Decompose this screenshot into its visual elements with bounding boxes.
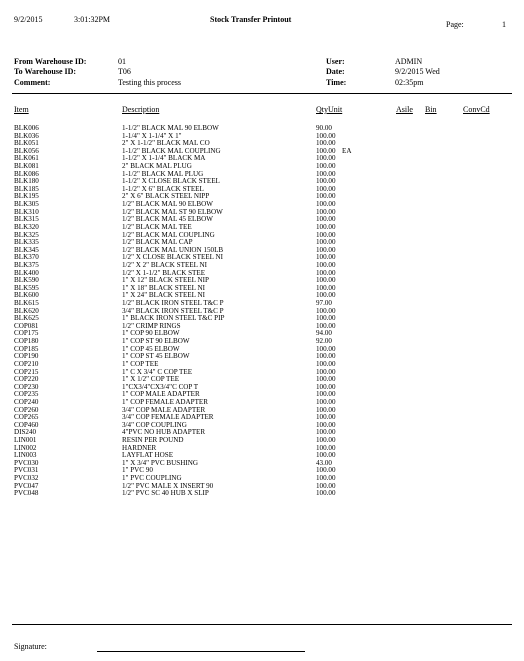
item-qty: 100.00 [316, 230, 336, 239]
item-qty: 100.00 [316, 146, 336, 155]
item-qty: 100.00 [316, 291, 336, 300]
item-qty: 100.00 [316, 489, 336, 498]
to-warehouse-value: T06 [118, 67, 131, 76]
table-row [14, 140, 514, 148]
table-row [14, 133, 514, 141]
item-code: BLK310 [14, 207, 39, 216]
table-row [14, 422, 514, 430]
item-code: BLK180 [14, 177, 39, 186]
item-qty: 100.00 [316, 352, 336, 361]
item-description: 3/4" COP MALE ADAPTER [122, 405, 206, 414]
item-qty: 100.00 [316, 474, 336, 483]
table-row [14, 171, 514, 179]
to-warehouse-label: To Warehouse ID: [14, 67, 77, 76]
item-code: DIS240 [14, 428, 37, 437]
transfer-table [14, 125, 514, 498]
item-qty: 100.00 [316, 375, 336, 384]
table-row [14, 323, 514, 331]
user-value: ADMIN [395, 57, 423, 66]
item-code: BLK335 [14, 238, 39, 247]
item-qty: 100.00 [316, 177, 336, 186]
item-qty: 100.00 [316, 481, 336, 490]
item-code: BLK325 [14, 230, 39, 239]
item-code: BLK305 [14, 200, 39, 209]
item-code: COP260 [14, 405, 39, 414]
item-qty: 100.00 [316, 428, 336, 437]
item-qty: 100.00 [316, 451, 336, 460]
item-code: BLK625 [14, 314, 39, 323]
item-code: BLK615 [14, 299, 39, 308]
item-code: LIN002 [14, 443, 37, 452]
column-header-item: Item [14, 105, 29, 114]
item-code: BLK086 [14, 169, 39, 178]
table-row [14, 300, 514, 308]
item-description: 3/4" BLACK IRON STEEL T&C P [122, 306, 224, 315]
item-code: COP235 [14, 390, 39, 399]
table-row [14, 475, 514, 483]
item-qty: 100.00 [316, 260, 336, 269]
table-row [14, 163, 514, 171]
item-qty: 100.00 [316, 169, 336, 178]
item-qty: 100.00 [316, 215, 336, 224]
table-row [14, 490, 514, 498]
item-code: BLK595 [14, 283, 39, 292]
item-description: 1" PVC COUPLING [122, 474, 182, 483]
item-qty: 92.00 [316, 337, 332, 346]
item-qty: 100.00 [316, 306, 336, 315]
item-description: 1" BLACK IRON STEEL T&C PIP [122, 314, 225, 323]
table-row [14, 277, 514, 285]
table-row [14, 384, 514, 392]
item-qty: 100.00 [316, 253, 336, 262]
item-qty: 97.00 [316, 299, 332, 308]
item-description: 1/2" CRIMP RINGS [122, 321, 181, 330]
date-label: Date: [326, 67, 345, 76]
item-qty: 100.00 [316, 321, 336, 330]
table-row [14, 270, 514, 278]
item-code: BLK081 [14, 162, 39, 171]
table-row [14, 330, 514, 338]
item-qty: 100.00 [316, 413, 336, 422]
item-description: 1-1/2" X CLOSE BLACK STEEL [122, 177, 220, 186]
table-row [14, 445, 514, 453]
print-date: 9/2/2015 [14, 15, 43, 24]
table-row [14, 437, 514, 445]
table-row [14, 125, 514, 133]
item-description: 1" COP FEMALE ADAPTER [122, 397, 208, 406]
table-row [14, 467, 514, 475]
item-code: BLK370 [14, 253, 39, 262]
item-code: BLK320 [14, 222, 39, 231]
item-qty: 100.00 [316, 154, 336, 163]
item-unit: EA [342, 146, 352, 155]
item-description: 1" COP ST 45 ELBOW [122, 352, 190, 361]
table-row [14, 201, 514, 209]
item-qty: 100.00 [316, 443, 336, 452]
item-code: COP185 [14, 344, 39, 353]
table-row [14, 254, 514, 262]
item-qty: 100.00 [316, 397, 336, 406]
item-qty: 100.00 [316, 184, 336, 193]
item-code: BLK600 [14, 291, 39, 300]
table-row [14, 209, 514, 217]
item-code: PVC048 [14, 489, 39, 498]
table-row [14, 193, 514, 201]
item-code: BLK590 [14, 276, 39, 285]
time-label: Time: [326, 78, 347, 87]
item-code: BLK185 [14, 184, 39, 193]
item-qty: 100.00 [316, 435, 336, 444]
item-code: BLK400 [14, 268, 39, 277]
item-description: 1" PVC 90 [122, 466, 153, 475]
table-row [14, 460, 514, 468]
item-code: BLK620 [14, 306, 39, 315]
page-number: 1 [502, 20, 506, 29]
column-header-bin: Bin [425, 105, 437, 114]
report-title: Stock Transfer Printout [210, 15, 292, 24]
table-row [14, 308, 514, 316]
item-qty: 100.00 [316, 367, 336, 376]
table-row [14, 178, 514, 186]
signature-label: Signature: [14, 642, 47, 651]
item-code: COP220 [14, 375, 39, 384]
table-row [14, 361, 514, 369]
item-description: 1/2" BLACK MAL 45 ELBOW [122, 215, 213, 224]
item-qty: 100.00 [316, 192, 336, 201]
item-code: PVC031 [14, 466, 39, 475]
item-code: PVC030 [14, 458, 39, 467]
item-qty: 100.00 [316, 139, 336, 148]
item-description: 1/2" BLACK MAL 90 ELBOW [122, 200, 213, 209]
table-row [14, 338, 514, 346]
item-description: 1/2" BLACK MAL CAP [122, 238, 193, 247]
item-description: 1" C X 3/4" C COP TEE [122, 367, 193, 376]
item-code: PVC032 [14, 474, 39, 483]
table-row [14, 399, 514, 407]
item-description: RESIN PER POUND [122, 435, 184, 444]
item-qty: 94.00 [316, 329, 332, 338]
comment-value: Testing this process [118, 78, 181, 87]
table-row [14, 414, 514, 422]
item-qty: 90.00 [316, 124, 332, 132]
item-description: 1" COP ST 90 ELBOW [122, 337, 190, 346]
item-description: 1-1/4" X 1-1/4" X 1" [122, 131, 182, 140]
item-description: 1" COP 90 ELBOW [122, 329, 180, 338]
item-description: 1-1/2" BLACK MAL PLUG [122, 169, 204, 178]
item-code: PVC047 [14, 481, 39, 490]
item-code: COP190 [14, 352, 39, 361]
item-description: 1" COP 45 ELBOW [122, 344, 180, 353]
item-code: COP210 [14, 359, 39, 368]
table-row [14, 429, 514, 437]
item-qty: 100.00 [316, 420, 336, 429]
item-description: HARDNER [122, 443, 157, 452]
item-qty: 100.00 [316, 162, 336, 171]
item-description: 1/2" BLACK MAL COUPLING [122, 230, 215, 239]
table-row [14, 216, 514, 224]
column-header-description: Description [122, 105, 160, 114]
item-qty: 100.00 [316, 200, 336, 209]
table-row [14, 155, 514, 163]
item-description: 1/2" PVC MALE X INSERT 90 [122, 481, 214, 490]
item-description: 1/2" X 1-1/2" BLACK STEE [122, 268, 206, 277]
item-qty: 100.00 [316, 268, 336, 277]
column-header-conv: ConvCd [463, 105, 490, 114]
item-qty: 100.00 [316, 390, 336, 399]
item-description: 1/2" PVC SC 40 HUB X SLIP [122, 489, 209, 498]
item-code: COP230 [14, 382, 39, 391]
item-description: 1" X 18" BLACK STEEL NI [122, 283, 205, 292]
item-description: 3/4" COP COUPLING [122, 420, 187, 429]
header-divider [12, 93, 512, 94]
item-qty: 100.00 [316, 222, 336, 231]
item-code: COP180 [14, 337, 39, 346]
page-label: Page: [446, 20, 464, 29]
table-row [14, 247, 514, 255]
item-code: BLK056 [14, 146, 39, 155]
item-code: COP215 [14, 367, 39, 376]
table-row [14, 292, 514, 300]
item-description: 2" BLACK MAL PLUG [122, 162, 192, 171]
item-code: BLK315 [14, 215, 39, 224]
item-description: 1"CX3/4"CX3/4"C COP T [122, 382, 199, 391]
item-description: 2" X 6" BLACK STEEL NIPP [122, 192, 210, 201]
column-header-aisle: Asile [396, 105, 413, 114]
table-row [14, 483, 514, 491]
item-qty: 100.00 [316, 245, 336, 254]
item-description: 1/2" BLACK MAL UNION 150LB [122, 245, 224, 254]
item-qty: 100.00 [316, 238, 336, 247]
item-qty: 100.00 [316, 466, 336, 475]
date-value: 9/2/2015 Wed [395, 67, 440, 76]
table-row [14, 407, 514, 415]
item-qty: 100.00 [316, 405, 336, 414]
table-row [14, 262, 514, 270]
item-description: 1" X 24" BLACK STEEL NI [122, 291, 205, 300]
table-row [14, 452, 514, 460]
table-row [14, 353, 514, 361]
user-label: User: [326, 57, 345, 66]
from-warehouse-label: From Warehouse ID: [14, 57, 87, 66]
item-code: COP460 [14, 420, 39, 429]
item-description: 1" COP TEE [122, 359, 159, 368]
comment-label: Comment: [14, 78, 51, 87]
item-qty: 100.00 [316, 283, 336, 292]
item-code: BLK061 [14, 154, 39, 163]
item-description: 1-1/2" X 1-1/4" BLACK MA [122, 154, 206, 163]
item-code: LIN003 [14, 451, 37, 460]
table-row [14, 315, 514, 323]
table-row [14, 346, 514, 354]
item-code: LIN001 [14, 435, 37, 444]
item-description: 3/4" COP FEMALE ADAPTER [122, 413, 214, 422]
item-description: 1/2" BLACK MAL ST 90 ELBOW [122, 207, 223, 216]
item-code: BLK006 [14, 124, 39, 132]
signature-line[interactable] [97, 651, 305, 652]
table-row [14, 232, 514, 240]
item-code: COP265 [14, 413, 39, 422]
table-row [14, 376, 514, 384]
table-row [14, 224, 514, 232]
table-row [14, 285, 514, 293]
item-code: BLK051 [14, 139, 39, 148]
item-description: 4"PVC NO HUB ADAPTER [122, 428, 206, 437]
item-description: 1/2" X 2" BLACK STEEL NI [122, 260, 207, 269]
item-description: 1" X 3/4" PVC BUSHING [122, 458, 198, 467]
footer-divider [12, 624, 512, 625]
item-description: 1/2" BLACK IRON STEEL T&C P [122, 299, 224, 308]
table-row [14, 239, 514, 247]
table-row [14, 391, 514, 399]
item-code: COP081 [14, 321, 39, 330]
column-header-qty-unit: QtyUnit [316, 105, 343, 114]
item-description: 1-1/2" X 6" BLACK STEEL [122, 184, 204, 193]
item-description: 1" X 12" BLACK STEEL NIP [122, 276, 209, 285]
item-qty: 100.00 [316, 276, 336, 285]
item-description: 1-1/2" BLACK MAL 90 ELBOW [122, 124, 219, 132]
table-row [14, 186, 514, 194]
item-code: BLK375 [14, 260, 39, 269]
table-row [14, 148, 514, 156]
print-time: 3:01:32PM [74, 15, 111, 24]
from-warehouse-value: 01 [118, 57, 126, 66]
item-qty: 100.00 [316, 314, 336, 323]
item-code: BLK345 [14, 245, 39, 254]
table-row [14, 369, 514, 377]
item-code: COP175 [14, 329, 39, 338]
item-code: COP240 [14, 397, 39, 406]
item-description: 1" X 1/2" COP TEE [122, 375, 180, 384]
item-qty: 43.00 [316, 458, 332, 467]
item-code: BLK036 [14, 131, 39, 140]
time-value: 02:35pm [395, 78, 424, 87]
item-description: 1" COP MALE ADAPTER [122, 390, 200, 399]
item-description: 1/2" BLACK MAL TEE [122, 222, 192, 231]
item-qty: 100.00 [316, 359, 336, 368]
item-qty: 100.00 [316, 382, 336, 391]
item-qty: 100.00 [316, 344, 336, 353]
item-description: LAYFLAT HOSE [122, 451, 174, 460]
item-description: 1/2" X CLOSE BLACK STEEL NI [122, 253, 223, 262]
item-qty: 100.00 [316, 207, 336, 216]
item-description: 1-1/2" BLACK MAL COUPLING [122, 146, 221, 155]
item-description: 2" X 1-1/2" BLACK MAL CO [122, 139, 210, 148]
item-qty: 100.00 [316, 131, 336, 140]
item-code: BLK195 [14, 192, 39, 201]
